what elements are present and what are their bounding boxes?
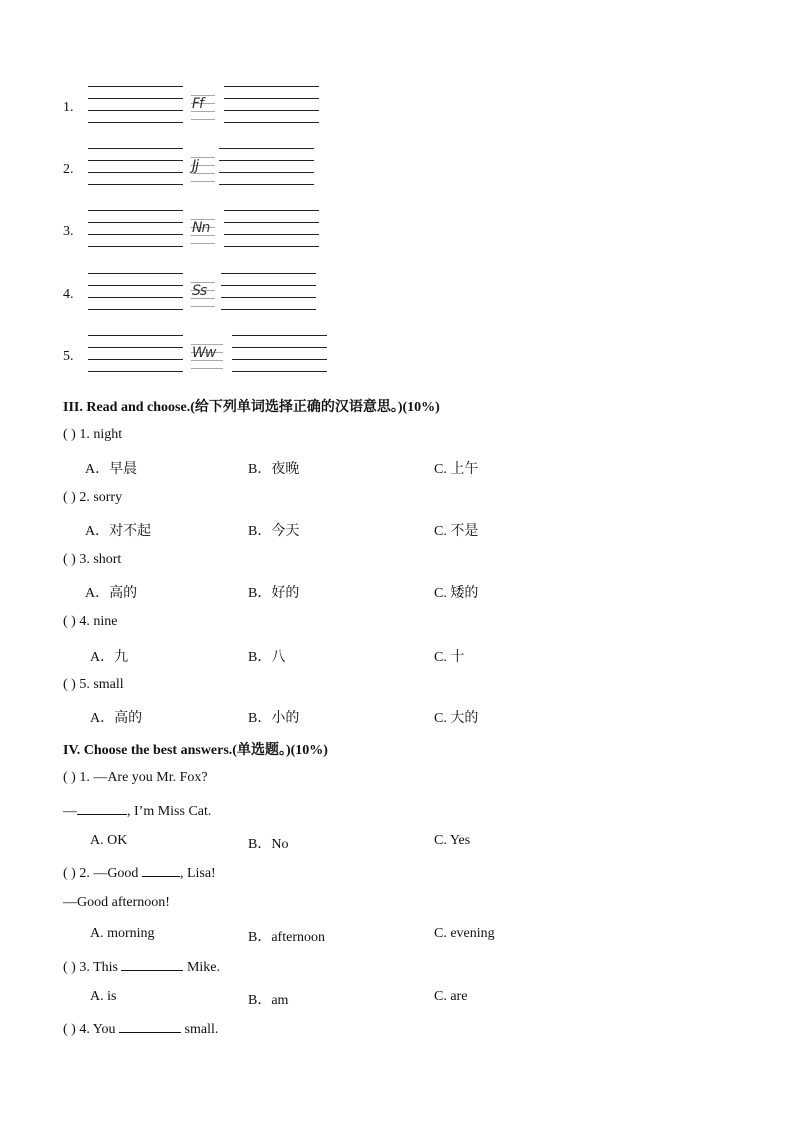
option-c[interactable]: C. 不是 [434, 524, 479, 539]
option-c[interactable]: C. are [434, 989, 468, 1004]
stem-pre: ( ) 3. This [63, 960, 122, 975]
writing-lines-left[interactable] [88, 335, 183, 373]
sample-letters: Jj [192, 158, 199, 174]
section-3-title: III. Read and choose.(给下列单词选择正确的汉语意思。)(10%) [63, 400, 440, 415]
answer-blank[interactable] [142, 864, 180, 877]
row-number: 1. [63, 100, 74, 115]
option-c[interactable]: C. evening [434, 926, 495, 941]
section-4-title: IV. Choose the best answers.(单选题。)(10%) [63, 743, 328, 758]
option-b[interactable]: B．八 [248, 650, 286, 665]
writing-lines-left[interactable] [88, 210, 183, 248]
option-a[interactable]: A. morning [90, 926, 155, 941]
writing-lines-right[interactable] [221, 273, 316, 311]
sample-letters: Ww [192, 345, 216, 361]
question-stem: ( ) 4. nine [63, 614, 118, 629]
option-c[interactable]: C. 大的 [434, 711, 479, 726]
sample-letters: Nn [192, 220, 210, 236]
question-stem: ( ) 5. small [63, 677, 124, 692]
writing-lines-left[interactable] [88, 86, 183, 124]
stem-post: small. [181, 1022, 219, 1037]
option-c[interactable]: C. Yes [434, 833, 471, 848]
option-c[interactable]: C. 上午 [434, 462, 479, 477]
question-stem: ( ) 1. —Are you Mr. Fox? [63, 770, 208, 785]
question-stem: ( ) 1. night [63, 427, 123, 442]
row-number: 2. [63, 162, 74, 177]
stem-post: Mike. [183, 960, 221, 975]
option-b[interactable]: B．No [248, 837, 289, 852]
dash: — [63, 804, 77, 819]
question-stem: ( ) 2. sorry [63, 490, 123, 505]
option-a[interactable]: A．对不起 [85, 524, 152, 539]
answer-blank[interactable] [121, 958, 183, 971]
writing-lines-right[interactable] [224, 210, 319, 248]
option-b[interactable]: B．好的 [248, 586, 300, 601]
option-a[interactable]: A. OK [90, 833, 128, 848]
option-c[interactable]: C. 矮的 [434, 586, 479, 601]
option-a[interactable]: A．九 [90, 650, 129, 665]
answer-text: , I’m Miss Cat. [127, 804, 212, 819]
sample-letters: Ss [192, 283, 207, 299]
option-b[interactable]: B．小的 [248, 711, 300, 726]
row-number: 4. [63, 287, 74, 302]
writing-lines-left[interactable] [88, 273, 183, 311]
option-b[interactable]: B．am [248, 993, 289, 1008]
option-a[interactable]: A. is [90, 989, 117, 1004]
answer-line [63, 802, 211, 820]
option-a[interactable]: A．高的 [90, 711, 143, 726]
stem-pre: ( ) 4. You [63, 1022, 120, 1037]
answer-blank[interactable] [119, 1020, 181, 1033]
writing-lines-right[interactable] [224, 86, 319, 124]
question-stem [63, 864, 216, 882]
option-b[interactable]: B．夜晚 [248, 462, 300, 477]
answer-blank[interactable] [77, 802, 127, 815]
option-b[interactable]: B．今天 [248, 524, 300, 539]
writing-lines-left[interactable] [88, 148, 183, 186]
row-number: 5. [63, 349, 74, 364]
question-stem [63, 1020, 218, 1038]
sample-letters: Ff [192, 96, 203, 112]
option-c[interactable]: C. 十 [434, 650, 465, 665]
option-a[interactable]: A．早晨 [85, 462, 138, 477]
question-stem: ( ) 3. short [63, 552, 122, 567]
question-stem [63, 958, 220, 976]
stem-pre: ( ) 2. —Good [63, 866, 142, 881]
option-b[interactable]: B．afternoon [248, 930, 325, 945]
option-a[interactable]: A．高的 [85, 586, 138, 601]
reply-line: —Good afternoon! [63, 895, 170, 910]
row-number: 3. [63, 224, 74, 239]
writing-lines-right[interactable] [232, 335, 327, 373]
stem-post: , Lisa! [179, 866, 216, 881]
writing-lines-right[interactable] [219, 148, 314, 186]
